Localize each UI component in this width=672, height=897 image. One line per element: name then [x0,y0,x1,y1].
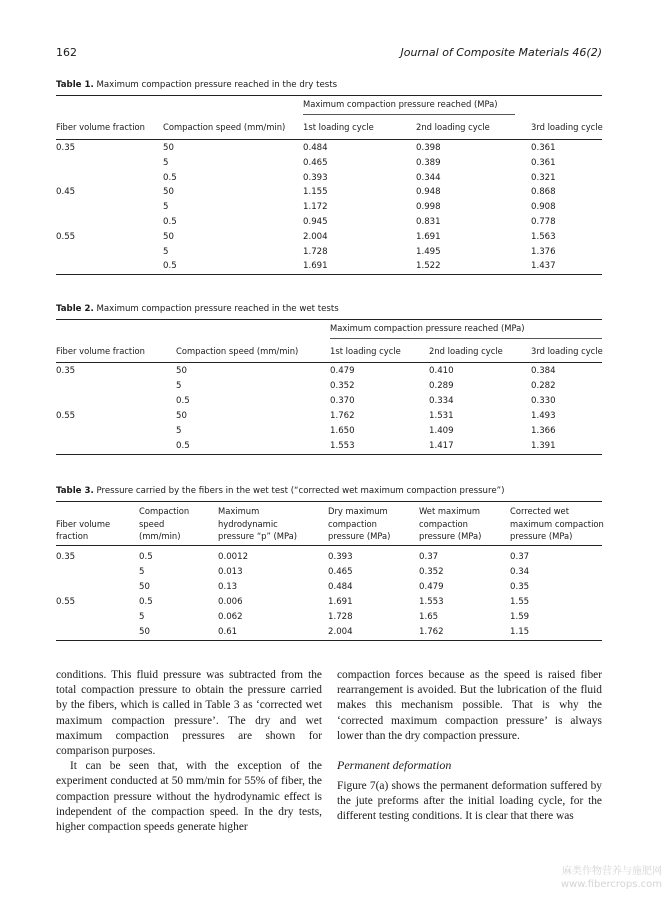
table2-bottom-rule [56,454,602,455]
table3-header-line: maximum compaction [510,518,604,529]
table3-caption-text: Pressure carried by the fibers in the wet test (“corrected wet maximum compaction pressure”) [96,486,505,496]
table-cell: 0.868 [531,187,556,198]
table2-header-fvf: Fiber volume fraction [56,346,145,356]
table-cell: 1.376 [531,246,556,257]
table-cell: 1.553 [419,596,444,607]
table1-label: Table 1. [56,80,94,90]
table2-header-rule [56,362,602,363]
table-cell: 0.393 [328,552,353,562]
table3-bottom-rule [56,640,602,641]
table-cell: 50 [176,410,187,421]
table-cell: 1.493 [531,410,556,421]
table-cell: 1.65 [419,611,439,622]
table-cell: 0.55 [56,596,76,607]
table-cell: 0.479 [330,366,355,376]
table-cell: 0.5 [163,261,177,272]
table-cell: 5 [163,246,169,257]
page-number: 162 [56,46,77,59]
table3-header-line: Fiber volume [56,518,111,529]
table1-group-rule [303,114,515,115]
table-cell: 5 [139,566,145,577]
watermark [561,865,662,891]
table-cell: 2.004 [328,626,353,637]
table1-header-speed: Compaction speed (mm/min) [163,122,286,132]
watermark-line1: 麻类作物营养与施肥网 [562,866,662,877]
right-column-continued [337,779,602,825]
table3-header-line: hydrodynamic [218,518,278,529]
table-cell: 0.5 [176,395,190,406]
table-cell: 0.479 [419,581,444,592]
table-cell: 0.35 [56,366,76,376]
table2-header-cycle1: 1st loading cycle [330,346,401,356]
table-cell: 50 [163,143,174,153]
table1-header-cycle3: 3rd loading cycle [531,122,603,132]
table-cell: 0.393 [303,172,328,183]
table-cell: 0.361 [531,157,556,168]
table1-header-cycle2: 2nd loading cycle [416,122,490,132]
table-cell: 0.37 [419,552,439,562]
table-cell: 0.465 [328,566,353,577]
table1-caption [56,80,337,90]
table-cell: 5 [176,425,182,436]
table-cell: 0.908 [531,202,556,213]
table-cell: 0.330 [531,395,556,406]
table-cell: 0.13 [218,581,238,592]
left-paragraph-1: conditions. This fluid pressure was subtracted from the total compaction pressure to obtain the pressure carried by the fibers, which is called in Table 3 as ‘corrected wet maximum compaction pressure’. The dry and wet maximum compaction pressures are shown for comparison purposes. [56,669,322,758]
table-cell: 5 [163,157,169,168]
table3-label: Table 3. [56,486,94,496]
table3-top-rule [56,501,602,502]
table-cell: 0.778 [531,217,556,227]
section-title: Permanent deformation [337,758,452,772]
table3-header-line: Maximum [218,506,260,516]
table3-header-line: fraction [56,531,89,541]
table-cell: 0.34 [510,566,530,577]
table1-header-fvf: Fiber volume fraction [56,122,145,132]
table1-bottom-rule [56,274,602,275]
table-cell: 0.5 [163,217,177,227]
table3-header-line: compaction [328,518,377,529]
table3-header-line: Dry maximum [328,506,388,516]
table2-header-cycle3: 3rd loading cycle [531,346,603,356]
table-cell: 5 [163,202,169,213]
table-cell: 1.762 [330,410,355,421]
table-cell: 1.691 [328,596,353,607]
table-cell: 0.0012 [218,552,249,562]
table-cell: 5 [176,380,182,391]
table-cell: 0.062 [218,611,243,622]
table-cell: 1.553 [330,440,355,451]
table-cell: 0.55 [56,410,76,421]
table2-caption [56,304,339,314]
table-cell: 0.831 [416,217,441,227]
table-cell: 0.948 [416,187,441,198]
table1-header-cycle1: 1st loading cycle [303,122,374,132]
table-cell: 50 [176,366,187,376]
table1-header-rule [56,139,602,140]
table-cell: 0.344 [416,172,441,183]
table-cell: 0.37 [510,552,530,562]
table-cell: 1.522 [416,261,441,272]
table3-header-line: compaction [419,518,468,529]
table1-caption-text: Maximum compaction pressure reached in the dry tests [96,80,338,90]
table-cell: 0.5 [163,172,177,183]
table-cell: 1.155 [303,187,328,198]
table-cell: 0.370 [330,395,355,406]
right-column [337,668,602,744]
table-cell: 0.35 [56,143,76,153]
table-cell: 0.484 [328,581,353,592]
table-cell: 0.484 [303,143,328,153]
table-cell: 0.5 [139,552,153,562]
table2-label: Table 2. [56,304,94,314]
table3-header-line: Corrected wet [510,506,569,516]
table1-top-rule [56,95,602,96]
table3-header-line: pressure (MPa) [419,531,482,541]
table-cell: 0.410 [429,366,454,376]
table-cell: 1.55 [510,596,530,607]
table-cell: 50 [163,231,174,242]
table-cell: 0.5 [139,596,153,607]
table-cell: 0.321 [531,172,556,183]
watermark-line2: www.fibercrops.com [560,879,662,890]
table-cell: 0.006 [218,596,243,607]
table2-group-rule [330,338,602,339]
table-cell: 0.282 [531,380,556,391]
table-cell: 0.45 [56,187,76,198]
table3-header-line: pressure “p” (MPa) [218,531,298,541]
table-cell: 1.531 [429,410,454,421]
table3-header-line: Wet maximum [419,506,481,516]
table-cell: 2.004 [303,231,328,242]
table-cell: 0.398 [416,143,441,153]
table-cell: 0.465 [303,157,328,168]
table2-header-cycle2: 2nd loading cycle [429,346,503,356]
table-cell: 1.691 [303,261,328,272]
table-cell: 0.61 [218,626,238,637]
table-cell: 1.59 [510,611,530,622]
table3-header-line: pressure (MPa) [510,531,573,541]
table-cell: 50 [163,187,174,198]
table-cell: 0.945 [303,217,328,227]
table-cell: 1.417 [429,440,454,451]
table-cell: 50 [139,626,150,637]
table-cell: 0.35 [56,552,76,562]
right-paragraph-1: compaction forces because as the speed is raised fiber rearrangement is avoided. But the lubrication of the fluid makes this mechanism possible. That is why the ‘corrected maximum compaction pressure’ is always lower than the dry compaction pressure. [337,669,602,742]
table-cell: 1.691 [416,231,441,242]
table-cell: 1.728 [328,611,353,622]
table-cell: 1.409 [429,425,454,436]
table3-header-line: Compaction [139,506,190,516]
table-cell: 0.334 [429,395,454,406]
table-cell: 0.55 [56,231,76,242]
table2-header-speed: Compaction speed (mm/min) [176,346,299,356]
left-column [56,668,322,835]
table1-group-header: Maximum compaction pressure reached (MPa) [303,99,498,109]
table3-header-rule [56,545,602,546]
table3-header-line: (mm/min) [139,531,181,541]
table-cell: 1.391 [531,440,556,451]
table3-header-line: speed [139,518,165,529]
table-cell: 1.728 [303,246,328,257]
table-cell: 0.5 [176,440,190,451]
left-paragraph-2: It can be seen that, with the exception of the experiment conducted at 50 mm/min for 55% of fiber, the compaction pressure without the hydrodynamic effect is independent of the compaction speed. In the dry tests, higher compaction speeds generate higher [56,760,322,834]
right-paragraph-2: Figure 7(a) shows the permanent deformation suffered by the jute preforms after the initial loading cycle, for the different testing conditions. It is clear that there was [337,780,602,823]
table-cell: 0.998 [416,202,441,213]
table3-header-line: pressure (MPa) [328,531,391,541]
table-cell: 1.172 [303,202,328,213]
table-cell: 1.495 [416,246,441,257]
table-cell: 0.35 [510,581,530,592]
table-cell: 5 [139,611,145,622]
table-cell: 0.361 [531,143,556,153]
table2-top-rule [56,319,602,320]
table-cell: 1.563 [531,231,556,242]
table-cell: 1.366 [531,425,556,436]
table2-group-header: Maximum compaction pressure reached (MPa) [330,323,525,333]
table-cell: 1.762 [419,626,444,637]
table-cell: 50 [139,581,150,592]
table-cell: 1.437 [531,261,556,272]
table-cell: 0.013 [218,566,243,577]
table-cell: 0.352 [330,380,355,391]
table-cell: 0.384 [531,366,556,376]
table2-caption-text: Maximum compaction pressure reached in the wet tests [96,304,339,314]
table-cell: 0.352 [419,566,444,577]
table-cell: 0.289 [429,380,454,391]
journal-title: Journal of Composite Materials 46(2) [400,46,602,59]
table3-caption [56,486,504,496]
table-cell: 1.650 [330,425,355,436]
table-cell: 1.15 [510,626,530,637]
table-cell: 0.389 [416,157,441,168]
